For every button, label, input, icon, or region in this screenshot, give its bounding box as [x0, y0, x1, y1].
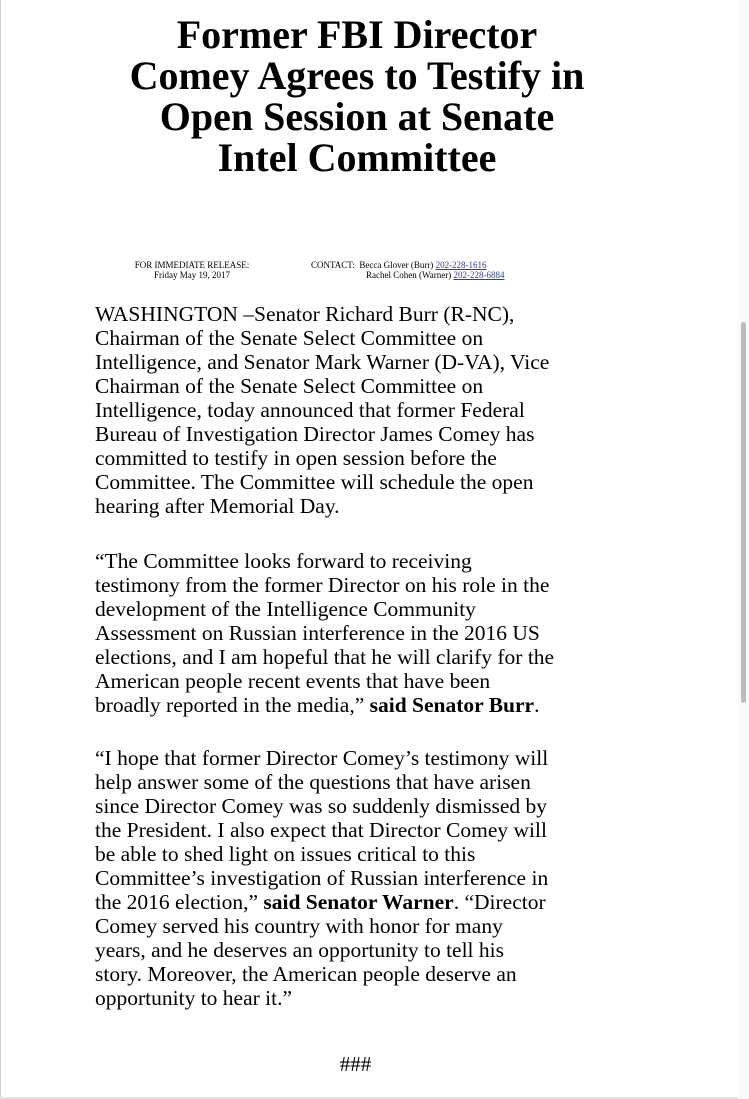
paragraph-line: Assessment on Russian interference in the 2016 US: [95, 621, 540, 645]
paragraph-line: “The Committee looks forward to receiving: [95, 549, 472, 573]
quote-text: the 2016 election,”: [95, 890, 264, 914]
title-line: Former FBI Director: [176, 12, 538, 57]
paragraph-line: [95, 693, 630, 717]
paragraph-line: American people recent events that have been: [95, 669, 491, 693]
title-line: Intel Committee: [217, 135, 497, 180]
paragraph-line: development of the Intelligence Community: [95, 597, 476, 621]
release-label: FOR IMMEDIATE RELEASE:: [134, 260, 250, 270]
paragraph-line: elections, and I am hopeful that he will clarify for the: [95, 645, 555, 669]
paragraph-line: opportunity to hear it.”: [95, 986, 293, 1010]
burr-quote-paragraph: [95, 549, 630, 717]
paragraph-line: Bureau of Investigation Director James Comey has: [95, 422, 535, 446]
press-release-title: [60, 14, 654, 178]
paragraph-line: Committee. The Committee will schedule the open: [95, 470, 534, 494]
page-left-edge: [0, 0, 1, 1099]
title-line: Comey Agrees to Testify in: [129, 53, 585, 98]
paragraph-line: since Director Comey was so suddenly dismissed by: [95, 794, 548, 818]
paragraph-line: WASHINGTON –Senator Richard Burr (R-NC),: [95, 302, 515, 326]
scrollbar-track[interactable]: [738, 0, 749, 1099]
paragraph-line: hearing after Memorial Day.: [95, 494, 340, 518]
warner-attribution: said Senator Warner: [263, 890, 454, 914]
paragraph-line: committed to testify in open session before the: [95, 446, 497, 470]
paragraph-line: Chairman of the Senate Select Committee on: [95, 326, 484, 350]
contact-name: Becca Glover (Burr): [359, 260, 434, 270]
paragraph-line: “I hope that former Director Comey’s testimony will: [95, 746, 549, 770]
quote-text: . “Director: [453, 890, 546, 914]
paragraph-line: years, and he deserves an opportunity to tell his: [95, 938, 504, 962]
contact-name: Rachel Cohen (Warner): [366, 270, 452, 280]
contact-row: [311, 270, 571, 280]
intro-paragraph: [95, 302, 630, 518]
end-of-release-mark: ###: [339, 1052, 372, 1076]
paragraph-line: testimony from the former Director on his role in the: [95, 573, 550, 597]
scrollbar-thumb[interactable]: [741, 322, 746, 703]
sentence-end: .: [534, 693, 540, 717]
title-line: Open Session at Senate: [159, 94, 555, 139]
release-date: Friday May 19, 2017: [154, 270, 230, 280]
contact-info: [311, 260, 571, 280]
paragraph-line: Chairman of the Senate Select Committee on: [95, 374, 484, 398]
contact-phone-link[interactable]: 202-228-1616: [435, 260, 487, 270]
burr-attribution: said Senator Burr: [369, 693, 535, 717]
paragraph-line: story. Moreover, the American people deserve an: [95, 962, 517, 986]
paragraph-line: help answer some of the questions that have arisen: [95, 770, 531, 794]
contact-label: CONTACT:: [311, 260, 355, 270]
warner-quote-paragraph: [95, 746, 630, 1010]
contact-phone-link[interactable]: 202-228-6884: [453, 270, 505, 280]
quote-text: broadly reported in the media,”: [95, 693, 370, 717]
paragraph-line: the President. I also expect that Director Comey will: [95, 818, 547, 842]
paragraph-line: Comey served his country with honor for many: [95, 914, 503, 938]
paragraph-line: Intelligence, today announced that former Federal: [95, 398, 525, 422]
paragraph-line: Committee’s investigation of Russian interference in: [95, 866, 549, 890]
paragraph-line: be able to shed light on issues critical to this: [95, 842, 476, 866]
release-info: [120, 260, 264, 280]
paragraph-line: Intelligence, and Senator Mark Warner (D-VA), Vice: [95, 350, 550, 374]
contact-row: [311, 260, 571, 270]
paragraph-line: [95, 890, 630, 914]
